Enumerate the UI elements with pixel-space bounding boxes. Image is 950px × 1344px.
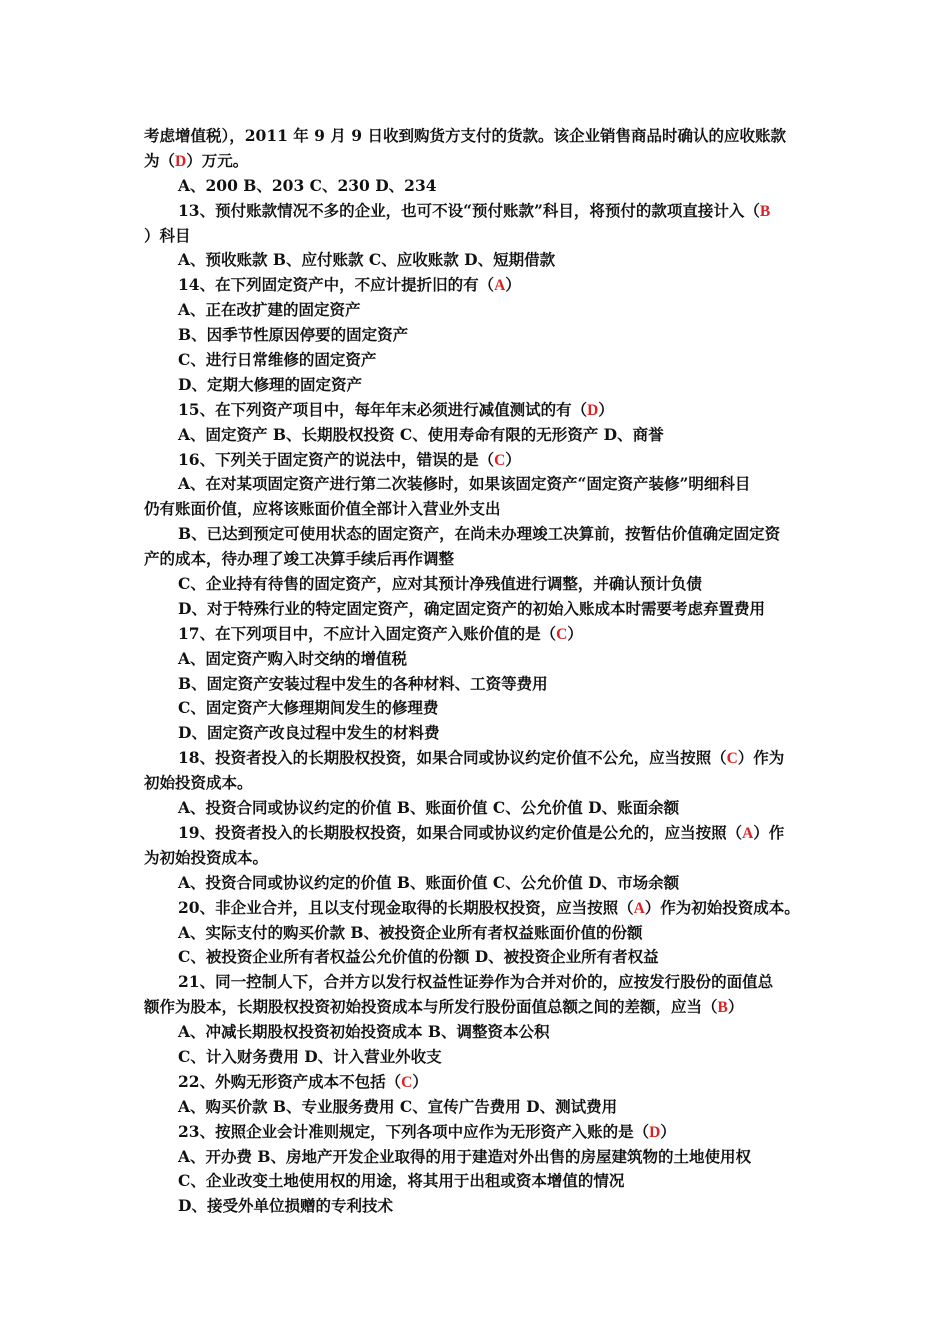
question-list — [144, 124, 814, 1219]
line-text: A、投资合同或协议约定的价值 B、账面价值 C、公允价值 D、账面余额 — [178, 798, 680, 818]
answer-letter: D — [649, 1123, 661, 1141]
answer-letter: B — [717, 999, 728, 1017]
line-text: C、计入财务费用 D、计入营业外收支 — [178, 1046, 442, 1066]
text-line — [144, 696, 814, 721]
text-line — [144, 423, 814, 448]
answer-letter: A — [742, 824, 754, 842]
line-text: 20、非企业合并，且以支付现金取得的长期股权投资，应当按照（ — [178, 897, 634, 917]
line-text-after: ） — [412, 1071, 428, 1091]
line-text-after: ）万元。 — [186, 150, 249, 170]
line-text: 19、投资者投入的长期股权投资，如果合同或协议约定价值是公允的，应当按照（ — [178, 822, 743, 842]
text-line — [144, 821, 814, 846]
text-line — [144, 323, 814, 348]
line-text: C、企业持有待售的固定资产，应对其预计净残值进行调整，并确认预计负债 — [178, 574, 702, 594]
line-text-after: ） — [505, 449, 521, 469]
text-line — [144, 448, 814, 473]
answer-letter: D — [175, 152, 187, 170]
line-text: 额作为股本，长期股权投资初始投资成本与所发行股份面值总额之间的差额，应当（ — [144, 997, 718, 1017]
line-text-after: ） — [505, 275, 521, 295]
answer-letter: A — [633, 899, 645, 917]
text-line — [144, 796, 814, 821]
answer-letter: C — [556, 625, 568, 643]
text-line — [144, 298, 814, 323]
text-line — [144, 472, 814, 497]
line-text: A、200 B、203 C、230 D、234 — [178, 175, 437, 195]
line-text: A、开办费 B、房地产开发企业取得的用于建造对外出售的房屋建筑物的土地使用权 — [178, 1146, 752, 1166]
line-text: 为初始投资成本。 — [144, 847, 269, 867]
text-line — [144, 597, 814, 622]
line-text: C、进行日常维修的固定资产 — [178, 350, 377, 370]
line-text: 16、下列关于固定资产的说法中，错误的是（ — [178, 449, 495, 469]
text-line — [144, 1194, 814, 1219]
answer-letter: C — [401, 1073, 413, 1091]
line-text: A、购买价款 B、专业服务费用 C、宣传广告费用 D、测试费用 — [178, 1096, 618, 1116]
line-text: 初始投资成本。 — [144, 773, 253, 793]
text-line — [144, 373, 814, 398]
text-line — [144, 771, 814, 796]
line-text: D、固定资产改良过程中发生的材料费 — [178, 723, 440, 743]
text-line — [144, 224, 814, 249]
answer-letter: C — [726, 750, 738, 768]
text-line — [144, 896, 814, 921]
text-line — [144, 995, 814, 1020]
text-line — [144, 348, 814, 373]
line-text: 21、同一控制人下，合并方以发行权益性证券作为合并对价的，应按发行股份的面值总 — [178, 972, 774, 992]
line-text: B、已达到预定可使用状态的固定资产，在尚未办理竣工决算前，按暂估价值确定固定资 — [178, 524, 781, 544]
line-text: A、投资合同或协议约定的价值 B、账面价值 C、公允价值 D、市场余额 — [178, 872, 680, 892]
line-text-after: ） — [660, 1121, 676, 1141]
text-line — [144, 1045, 814, 1070]
text-line — [144, 273, 814, 298]
line-text: 17、在下列项目中，不应计入固定资产入账价值的是（ — [178, 623, 557, 643]
text-line — [144, 647, 814, 672]
text-line — [144, 1169, 814, 1194]
text-line — [144, 1145, 814, 1170]
line-text: 22、外购无形资产成本不包括（ — [178, 1071, 402, 1091]
text-line — [144, 522, 814, 547]
answer-letter: C — [494, 451, 506, 469]
line-text: A、实际支付的购买价款 B、被投资企业所有者权益账面价值的份额 — [178, 922, 643, 942]
text-line — [144, 945, 814, 970]
line-text: A、在对某项固定资产进行第二次装修时，如果该固定资产“固定资产装修”明细科目 — [178, 474, 751, 494]
text-line — [144, 572, 814, 597]
line-text-after: ） — [598, 399, 614, 419]
line-text-after: ）作为 — [737, 748, 785, 768]
text-line — [144, 1095, 814, 1120]
line-text: 考虑增值税），2011 年 9 月 9 日收到购货方支付的货款。该企业销售商品时确认的应收账款 — [144, 126, 786, 145]
line-text: D、对于特殊行业的特定固定资产，确定固定资产的初始入账成本时需要考虑弃置费用 — [178, 598, 765, 618]
text-line — [144, 622, 814, 647]
line-text: D、接受外单位损赠的专利技术 — [178, 1196, 393, 1216]
line-text: A、冲减长期股权投资初始投资成本 B、调整资本公积 — [178, 1022, 550, 1042]
answer-letter: D — [587, 401, 599, 419]
line-text-after: ） — [567, 623, 583, 643]
line-text: 14、在下列固定资产中，不应计提折旧的有（ — [178, 275, 495, 295]
line-text: D、定期大修理的固定资产 — [178, 374, 362, 394]
line-text: C、固定资产大修理期间发生的修理费 — [178, 698, 439, 718]
text-line — [144, 921, 814, 946]
text-line — [144, 1070, 814, 1095]
line-text: C、企业改变土地使用权的用途，将其用于出租或资本增值的情况 — [178, 1171, 625, 1191]
text-line — [144, 846, 814, 871]
text-line — [144, 248, 814, 273]
text-line — [144, 672, 814, 697]
line-text: A、正在改扩建的固定资产 — [178, 300, 361, 320]
text-line — [144, 1120, 814, 1145]
line-text: ）科目 — [144, 225, 191, 245]
answer-letter: A — [494, 277, 506, 295]
text-line — [144, 871, 814, 896]
line-text: 为（ — [144, 150, 176, 170]
text-line — [144, 547, 814, 572]
line-text: 13、预付账款情况不多的企业，也可不设“预付账款”科目，将预付的款项直接计入（ — [178, 200, 760, 220]
answer-letter: B — [759, 202, 771, 220]
text-line — [144, 398, 814, 423]
line-text: 18、投资者投入的长期股权投资，如果合同或协议约定价值不公允，应当按照（ — [178, 748, 727, 768]
line-text: A、预收账款 B、应付账款 C、应收账款 D、短期借款 — [178, 250, 556, 270]
text-line — [144, 497, 814, 522]
line-text: B、因季节性原因停要的固定资产 — [178, 325, 409, 345]
line-text: A、固定资产 B、长期股权投资 C、使用寿命有限的无形资产 D、商誉 — [178, 424, 664, 444]
text-line — [144, 1020, 814, 1045]
line-text: 23、按照企业会计准则规定，下列各项中应作为无形资产入账的是（ — [178, 1121, 650, 1141]
text-line — [144, 721, 814, 746]
text-line — [144, 149, 814, 174]
line-text: C、被投资企业所有者权益公允价值的份额 D、被投资企业所有者权益 — [178, 947, 659, 967]
line-text: A、固定资产购入时交纳的增值税 — [178, 648, 408, 668]
line-text-after: ） — [727, 997, 744, 1017]
text-line — [144, 124, 814, 149]
line-text: 仍有账面价值，应将该账面价值全部计入营业外支出 — [144, 499, 501, 519]
text-line — [144, 199, 814, 224]
text-line — [144, 746, 814, 771]
line-text-after: ）作 — [753, 822, 785, 842]
line-text: 15、在下列资产项目中，每年年末必须进行减值测试的有（ — [178, 399, 588, 419]
line-text-after: ）作为初始投资成本。 — [644, 897, 800, 917]
line-text: B、固定资产安装过程中发生的各种材料、工资等费用 — [178, 673, 548, 693]
line-text: 产的成本，待办理了竣工决算手续后再作调整 — [144, 549, 455, 569]
text-line — [144, 970, 814, 995]
text-line — [144, 174, 814, 199]
